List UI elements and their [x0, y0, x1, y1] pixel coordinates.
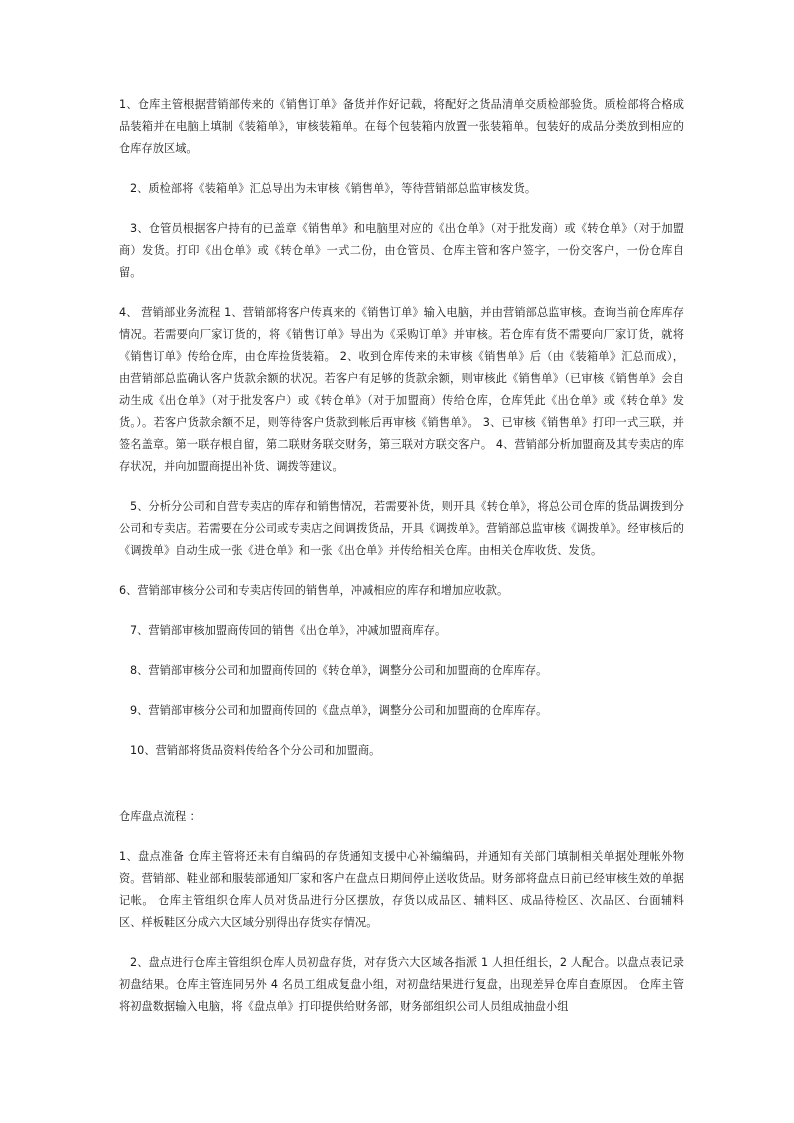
paragraph-2: 2、质检部将《装箱单》汇总导出为未审核《销售单》，等待营销部总监审核发货。 [130, 182, 537, 195]
paragraph-9: 9、营销部审核分公司和加盟商传回的《盘点单》，调整分公司和加盟商的仓库库存。 [130, 704, 548, 717]
document-body [119, 94, 684, 1036]
paragraph-5: 5、分析分公司和自营专卖店的库存和销售情况，若需要补货，则开具《转仓单》，将总公司仓库的货品调拨到分公司和专卖店。若需要在分公司或专卖店之间调拨货品，开具《调拨单》。营销部总监审核《调拨单》。经审核后的《调拨单》自动生成一张《进仓单》和一张《出仓单》并传给相关仓库。由相关仓库收货、发货。 [119, 500, 684, 557]
paragraph-4: 4、 营销部业务流程 1、营销部将客户传真来的《销售订单》输入电脑，并由营销部总监审核。查询当前仓库库存情况。若需要向厂家订货的，将《销售订单》导出为《采购订单》并审核。若仓库有货不需要向厂家订货，就将《销售订单》传给仓库，由仓库捡货装箱。 2、收到仓库传来的未审核《销售单》后（由《装箱单》汇总而成），由营销部总监确认客户货款余额的状况。若客户有足够的货款余额，则审核此《销售单》（已审核《销售单》会自动生成《出仓单》（对于批发客户）或《转仓单》（对于加盟商）传给仓库，仓库凭此《出仓单》或《转仓单》发货。）。若客户货款余额不足，则等待客户货款到帐后再审核《销售单》。 3、已审核《销售单》打印一式三联，并签名盖章。第一联存根自留，第二联财务联交财务，第三联对方联交客户。 4、营销部分析加盟商及其专卖店的库存状况，并向加盟商提出补货、调拨等建议。 [119, 306, 684, 473]
paragraph-1: 1、仓库主管根据营销部传来的《销售订单》备货并作好记载，将配好之货品清单交质检部验货。质检部将合格成品装箱并在电脑上填制《装箱单》，审核装箱单。在每个包装箱内放置一张装箱单。包装好的成品分类放到相应的仓库存放区域。 [119, 98, 684, 155]
paragraph-10: 10、营销部将货品资料传给各个分公司和加盟商。 [130, 744, 381, 757]
paragraph-inventory-2: 2、盘点进行仓库主管组织仓库人员初盘存货，对存货六大区域各指派 1 人担任组长，2 人配合。以盘点表记录初盘结果。仓库主管连同另外 4 名员工组成复盘小组，对初盘结果进行复盘，出现差异仓库自查原因。 仓库主管将初盘数据输入电脑，将《盘点单》打印提供给财务部，财务部组织公司人员组成抽盘小组 [119, 956, 684, 1013]
paragraph-8: 8、营销部审核分公司和加盟商传回的《转仓单》，调整分公司和加盟商的仓库库存。 [130, 664, 548, 677]
paragraph-7: 7、营销部审核加盟商传回的销售《出仓单》，冲减加盟商库存。 [130, 624, 447, 637]
paragraph-3: 3、仓管员根据客户持有的已盖章《销售单》和电脑里对应的《出仓单》（对于批发商）或《转仓单》（对于加盟商）发货。打印《出仓单》或《转仓单》一式二份，由仓管员、仓库主管和客户签字，一份交客户，一份仓库自留。 [119, 222, 684, 279]
paragraph-6: 6、营销部审核分公司和专卖店传回的销售单，冲减相应的库存和增加应收款。 [119, 584, 509, 597]
section-title: 仓库盘点流程 ： [119, 810, 201, 823]
paragraph-inventory-1: 1、盘点准备 仓库主管将还未有自编码的存货通知支援中心补编编码，并通知有关部门填制相关单据处理帐外物资。营销部、鞋业部和服装部通知厂家和客户在盘点日期间停止送收货品。财务部将盘点日前已经审核生效的单据记帐。 仓库主管组织仓库人员对货品进行分区摆放，存货以成品区、辅料区、成品待检区、次品区、台面辅料区、样板鞋区分成六大区域分别得出存货实存情况。 [119, 850, 684, 929]
